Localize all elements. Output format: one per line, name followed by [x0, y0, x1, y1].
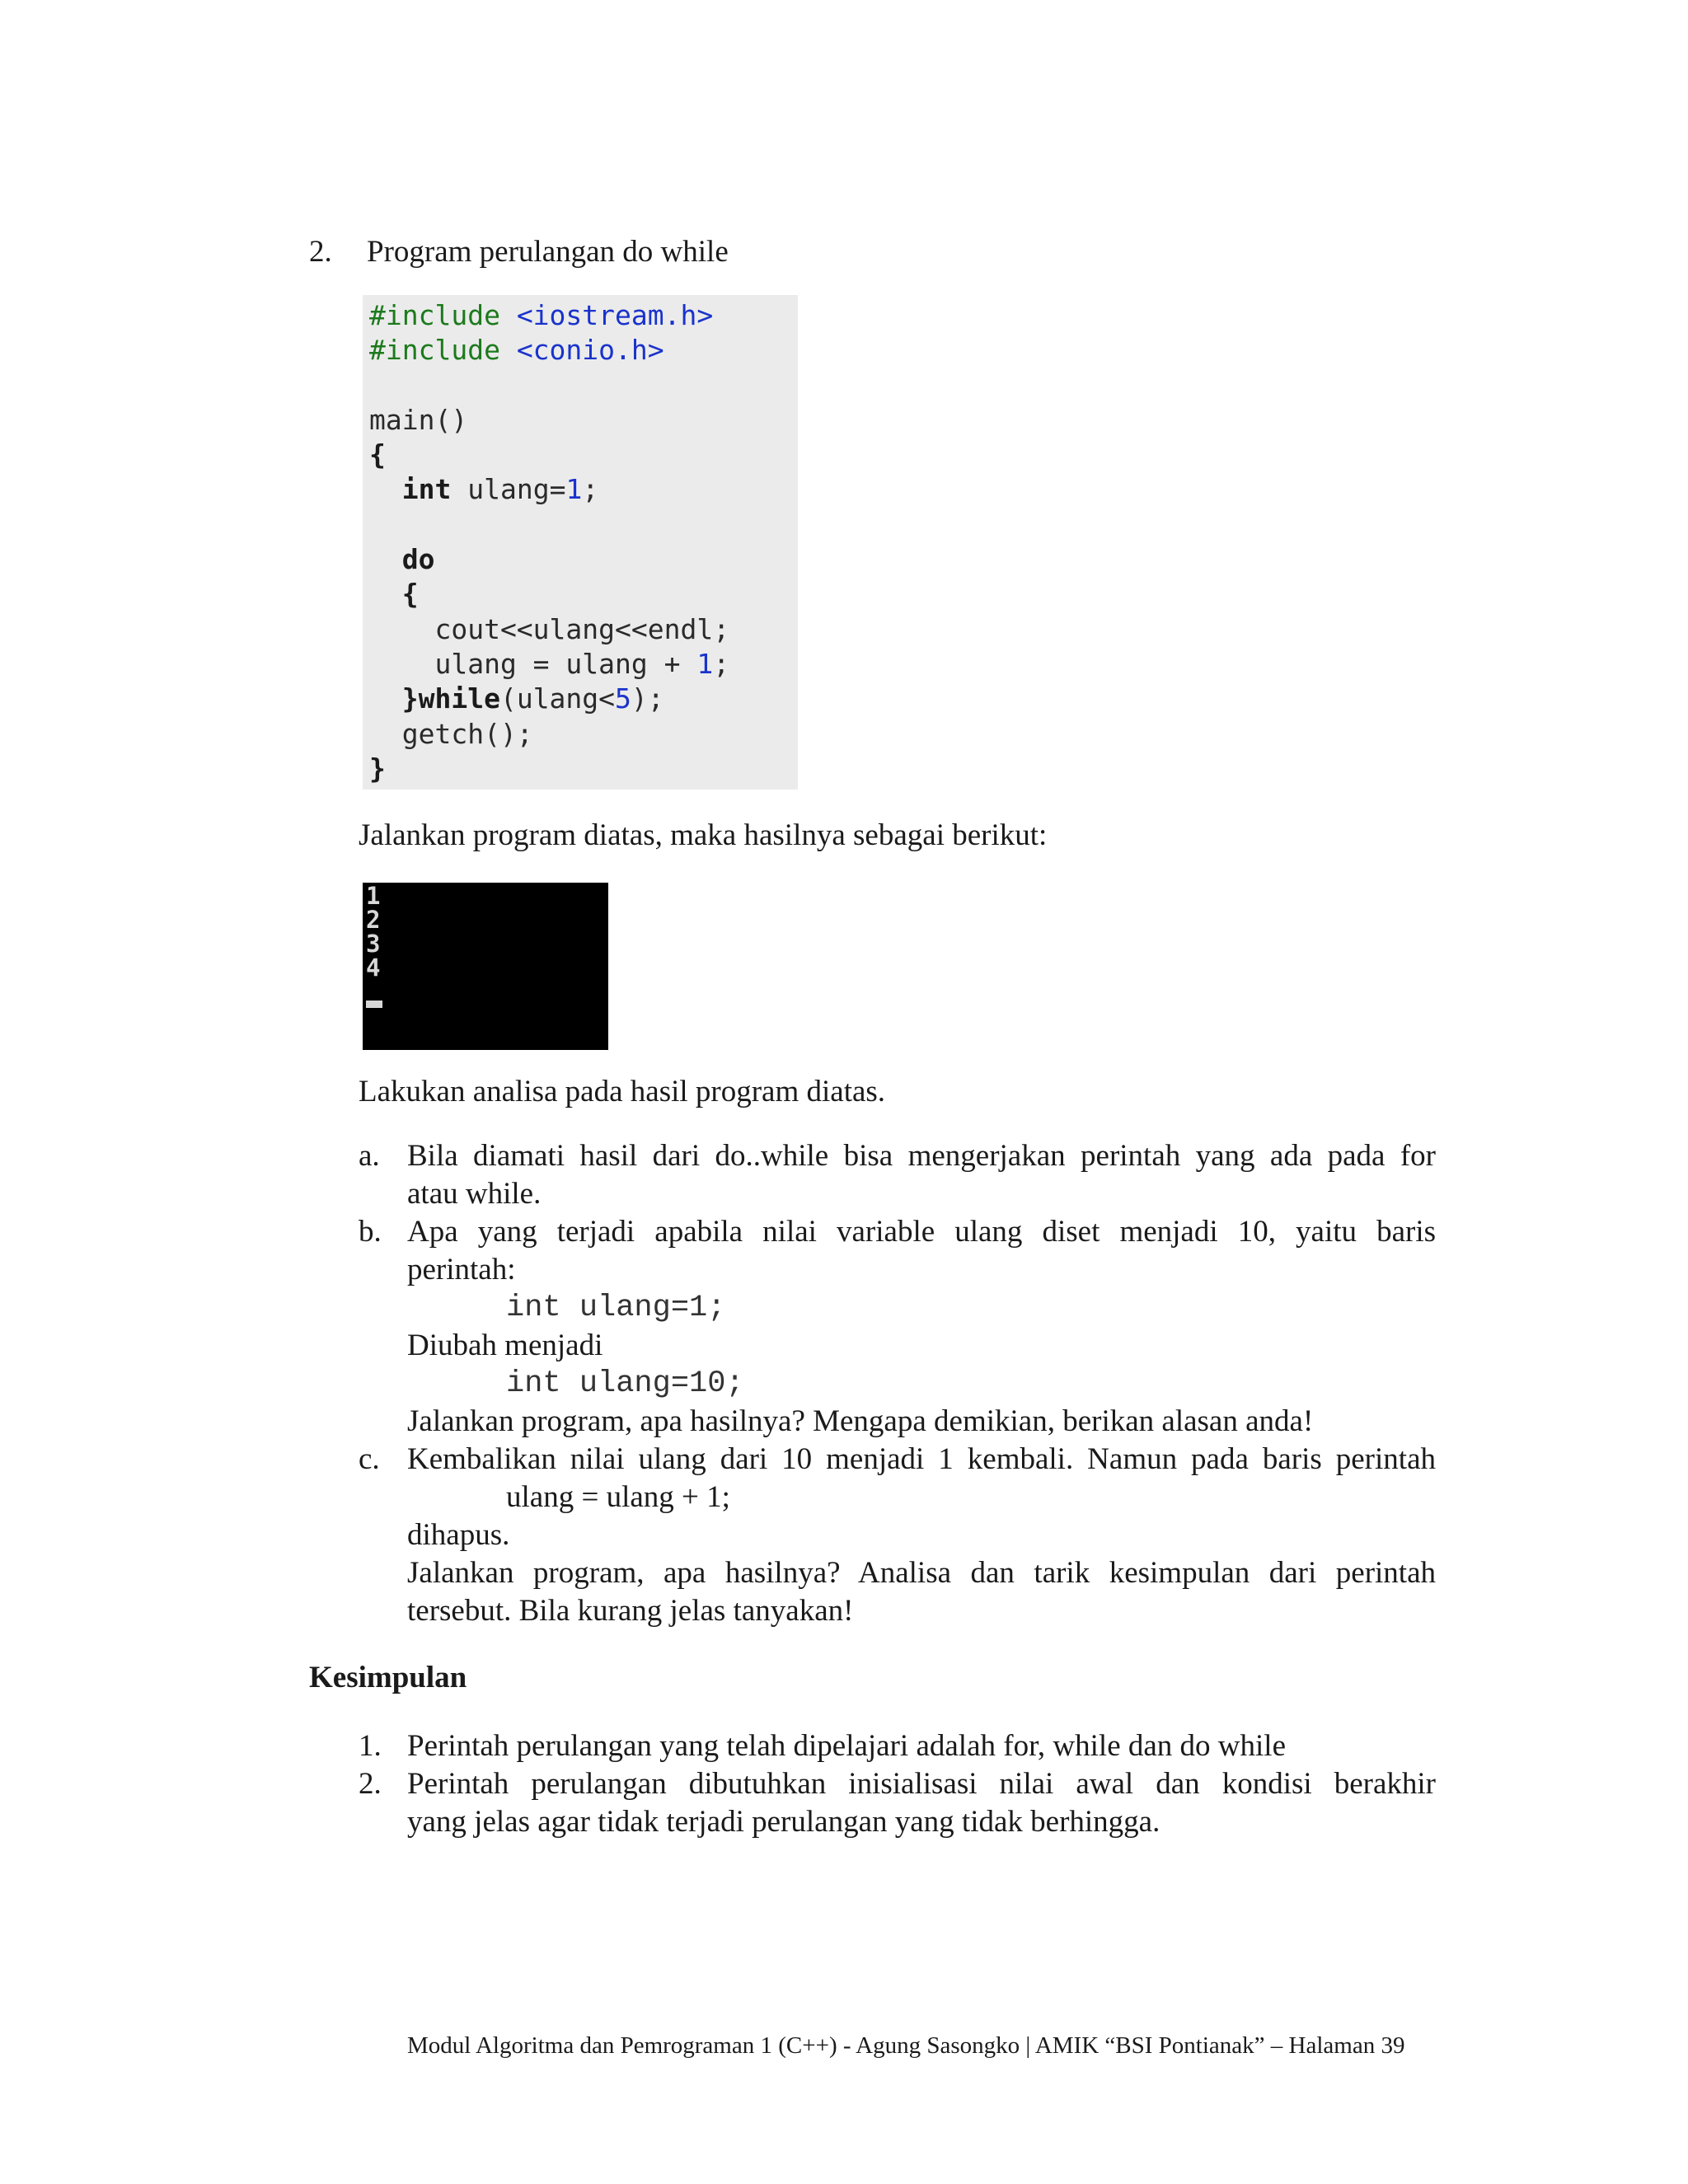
- item-c-line2: ulang = ulang + 1;: [506, 1480, 730, 1514]
- item-b-line4: Jalankan program, apa hasilnya? Mengapa demikian, berikan alasan anda!: [407, 1404, 1314, 1438]
- section-title: Program perulangan do while: [367, 235, 729, 269]
- code-token: {: [369, 578, 419, 611]
- code-token: 1: [696, 647, 714, 680]
- conclusion-heading: Kesimpulan: [309, 1661, 467, 1694]
- console-line: 2: [366, 906, 381, 934]
- code-token: #include: [369, 299, 517, 331]
- section-number: 2.: [309, 235, 332, 269]
- code-token: (ulang<: [499, 682, 616, 715]
- item-a-line2: atau while.: [407, 1177, 542, 1211]
- conclusion-item-1-text: Perintah perulangan yang telah dipelajari adalah for, while dan do while: [407, 1729, 1286, 1763]
- analysis-intro-text: Lakukan analisa pada hasil program diatas.: [359, 1075, 886, 1108]
- code-line: [369, 717, 729, 752]
- conclusion-item-2-marker: 2.: [359, 1767, 382, 1801]
- code-line: [369, 368, 729, 403]
- code-line: [369, 438, 729, 472]
- code-token: {: [369, 438, 386, 471]
- item-c-marker: c.: [359, 1442, 380, 1476]
- code-line: [369, 508, 729, 542]
- code-token: #include: [369, 334, 517, 367]
- run-intro-text: Jalankan program diatas, maka hasilnya sebagai berikut:: [359, 818, 1048, 852]
- console-window: [363, 883, 608, 1050]
- code-line: [369, 577, 729, 612]
- code-token: }: [369, 752, 386, 785]
- code-line: [369, 333, 729, 368]
- console-line: 4: [366, 954, 381, 982]
- code-token: getch();: [369, 717, 533, 750]
- item-b-line3: Diubah menjadi: [407, 1329, 603, 1362]
- code-token: }: [369, 682, 419, 715]
- code-token: ;: [582, 473, 599, 506]
- item-b-marker: b.: [359, 1215, 382, 1249]
- code-token: <iostream.h>: [516, 299, 714, 331]
- item-a-marker: a.: [359, 1139, 380, 1173]
- console-cursor: [366, 1001, 382, 1008]
- item-b-line2: perintah:: [407, 1253, 516, 1286]
- code-token: [369, 473, 402, 505]
- console-line: 1: [366, 882, 381, 910]
- item-a-line1: Bila diamati hasil dari do..while bisa mengerjakan perintah yang ada pada for: [407, 1139, 1436, 1173]
- item-b-code2: int ulang=10;: [506, 1366, 744, 1401]
- code-token: int: [401, 473, 452, 506]
- code-token: 5: [615, 682, 631, 715]
- code-token: 1: [565, 473, 583, 506]
- code-line: [369, 752, 729, 786]
- item-c-line5: tersebut. Bila kurang jelas tanyakan!: [407, 1594, 854, 1628]
- code-token: while: [418, 682, 500, 715]
- code-token: <conio.h>: [516, 334, 664, 367]
- code-line: [369, 612, 729, 647]
- code-token: ulang=: [451, 473, 566, 506]
- code-line: [369, 647, 729, 682]
- code-token: ulang = ulang +: [369, 647, 697, 680]
- code-line: [369, 472, 729, 507]
- code-line: [369, 403, 729, 438]
- code-token: cout<<ulang<<endl;: [369, 612, 730, 645]
- code-token: do: [401, 543, 435, 576]
- page-footer: Modul Algoritma dan Pemrograman 1 (C++) - Agung Sasongko | AMIK “BSI Pontianak” – Halaman 39: [407, 2032, 1405, 2059]
- conclusion-item-2-line2: yang jelas agar tidak terjadi perulangan yang tidak berhingga.: [407, 1805, 1160, 1839]
- conclusion-item-1-marker: 1.: [359, 1729, 382, 1763]
- console-line: 3: [366, 930, 381, 958]
- item-b-line1: Apa yang terjadi apabila nilai variable ulang diset menjadi 10, yaitu baris: [407, 1215, 1436, 1249]
- code-listing: [369, 298, 729, 786]
- console-output: [366, 884, 380, 980]
- item-c-line3: dihapus.: [407, 1518, 510, 1552]
- item-c-line4: Jalankan program, apa hasilnya? Analisa dan tarik kesimpulan dari perintah: [407, 1556, 1436, 1590]
- code-line: [369, 298, 729, 333]
- code-token: ;: [713, 647, 730, 680]
- code-token: [369, 543, 402, 575]
- code-token: main(): [369, 403, 468, 436]
- item-b-code1: int ulang=1;: [506, 1291, 726, 1325]
- item-c-line1: Kembalikan nilai ulang dari 10 menjadi 1 kembali. Namun pada baris perintah: [407, 1442, 1436, 1476]
- conclusion-item-2-line1: Perintah perulangan dibutuhkan inisialisasi nilai awal dan kondisi berakhir: [407, 1767, 1436, 1801]
- code-line: [369, 542, 729, 577]
- code-token: );: [631, 682, 664, 715]
- code-line: [369, 682, 729, 716]
- code-block: [363, 295, 798, 790]
